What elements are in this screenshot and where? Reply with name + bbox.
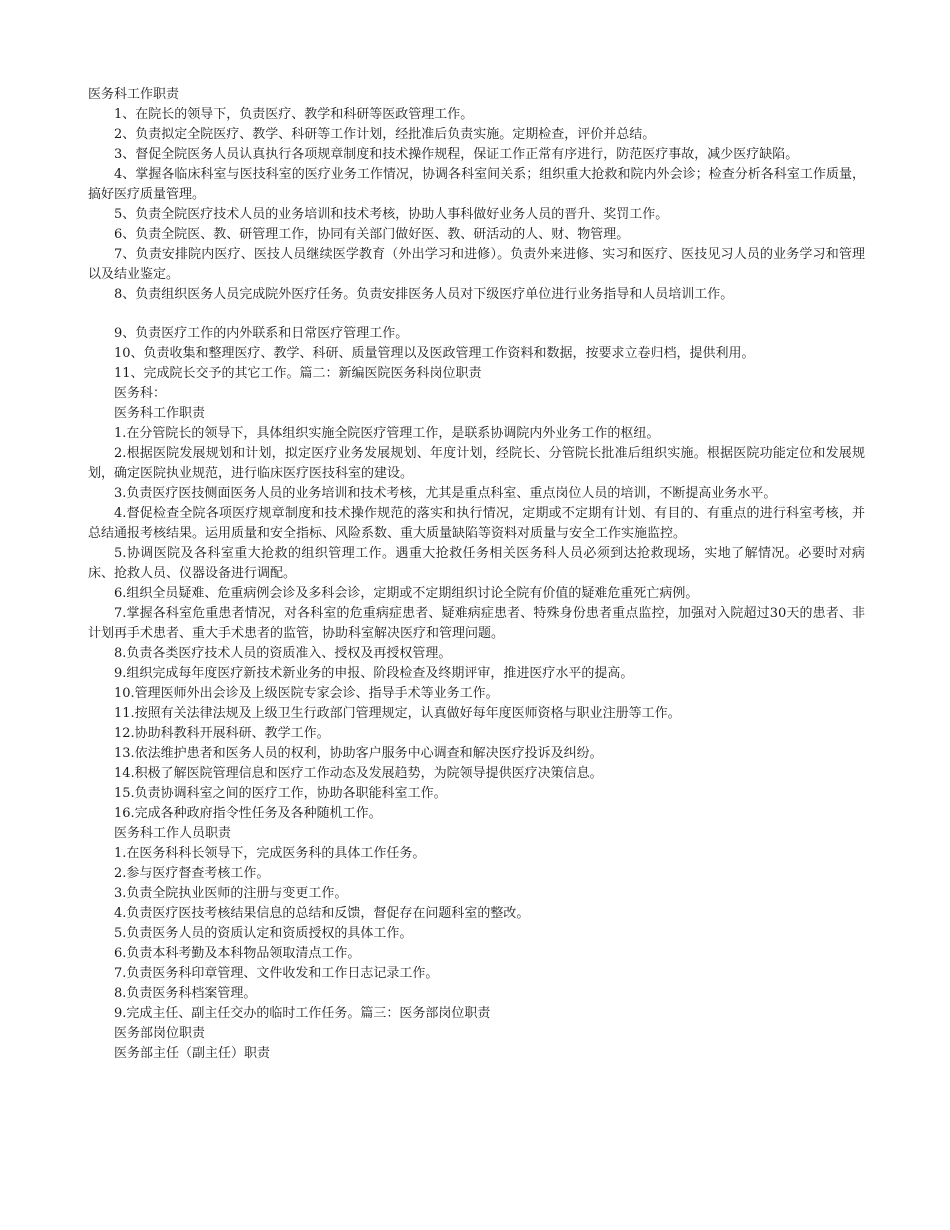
list-item: 9.完成主任、副主任交办的临时工作任务。篇三：医务部岗位职责 xyxy=(114,1006,491,1021)
list-item: 11.按照有关法律法规及上级卫生行政部门管理规定，认真做好每年度医师资格与职业注册等工作。 xyxy=(114,706,681,721)
list-item: 3、督促全院医务人员认真执行各项规章制度和技术操作规程，保证工作正常有序进行，防范医疗事故，减少医疗缺陷。 xyxy=(114,147,799,162)
list-item: 6.负责本科考勤及本科物品领取清点工作。 xyxy=(114,946,361,961)
list-item: 8、负责组织医务人员完成院外医疗任务。负责安排医务人员对下级医疗单位进行业务指导和人员培训工作。 xyxy=(114,287,734,302)
list-item: 9.组织完成每年度医疗新技术新业务的申报、阶段检查及终期评审，推进医疗水平的提高。 xyxy=(114,666,634,681)
list-item: 4.负责医疗医技考核结果信息的总结和反馈，督促存在问题科室的整改。 xyxy=(114,906,530,921)
list-item: 8.负责各类医疗技术人员的资质准入、授权及再授权管理。 xyxy=(114,646,452,661)
list-item: 14.积极了解医院管理信息和医疗工作动态及发展趋势，为院领导提供医疗决策信息。 xyxy=(114,766,603,781)
list-item: 1、在院长的领导下，负责医疗、教学和科研等医政管理工作。 xyxy=(114,107,474,122)
list-item: 7、负责安排院内医疗、医技人员继续医学教育（外出学习和进修）。负责外来进修、实习和医疗、医技见习人员的业务学习和管理以及结业鉴定。 xyxy=(88,247,865,282)
section2-list xyxy=(88,424,865,824)
list-item: 16.完成各种政府指令性任务及各种随机工作。 xyxy=(114,806,382,821)
document-title: 医务科工作职责 xyxy=(88,87,180,102)
list-item: 2、负责拟定全院医疗、教学、科研等工作计划，经批准后负责实施。定期检查，评价并总结。 xyxy=(114,127,656,142)
list-item: 5、负责全院医疗技术人员的业务培训和技术考核，协助人事科做好业务人员的晋升、奖罚工作。 xyxy=(114,207,669,222)
list-item: 10.管理医师外出会诊及上级医院专家会诊、指导手术等业务工作。 xyxy=(114,686,499,701)
blank-line xyxy=(88,305,865,324)
list-item: 15.负责协调科室之间的医疗工作，协助各职能科室工作。 xyxy=(114,786,447,801)
section-heading-duties: 医务科工作职责 xyxy=(114,406,206,421)
list-item: 1.在医务科科长领导下，完成医务科的具体工作任务。 xyxy=(114,846,426,861)
list-item: 6.组织全员疑难、危重病例会诊及多科会诊，定期或不定期组织讨论全院有价值的疑难危重死亡病例。 xyxy=(114,586,699,601)
section3-list xyxy=(88,844,865,1024)
list-item: 6、负责全院医、教、研管理工作，协同有关部门做好医、教、研活动的人、财、物管理。 xyxy=(114,227,630,242)
section-heading-director: 医务部主任（副主任）职责 xyxy=(114,1046,271,1061)
list-item: 11、完成院长交予的其它工作。篇二：新编医院医务科岗位职责 xyxy=(114,366,482,381)
list-item: 1.在分管院长的领导下，具体组织实施全院医疗管理工作，是联系协调院内外业务工作的枢纽。 xyxy=(114,426,660,441)
section1-list xyxy=(88,105,865,384)
section-heading-ministry: 医务部岗位职责 xyxy=(114,1026,206,1041)
list-item: 13.依法维护患者和医务人员的权利，协助客户服务中心调查和解决医疗投诉及纠纷。 xyxy=(114,746,603,761)
list-item: 4、掌握各临床科室与医技科室的医疗业务工作情况，协调各科室间关系；组织重大抢救和院内外会诊；检查分析各科室工作质量，搞好医疗质量管理。 xyxy=(88,167,865,202)
section-heading-staff: 医务科工作人员职责 xyxy=(114,826,232,841)
list-item: 3.负责全院执业医师的注册与变更工作。 xyxy=(114,886,348,901)
list-item: 3.负责医疗医技侧面医务人员的业务培训和技术考核，尤其是重点科室、重点岗位人员的培训，不断提高业务水平。 xyxy=(114,486,777,501)
list-item: 7.负责医务科印章管理、文件收发和工作日志记录工作。 xyxy=(114,966,439,981)
list-item: 5.负责医务人员的资质认定和资质授权的具体工作。 xyxy=(114,926,413,941)
list-item: 10、负责收集和整理医疗、教学、科研、质量管理以及医政管理工作资料和数据，按要求立卷归档，提供利用。 xyxy=(114,346,755,361)
list-item: 7.掌握各科室危重患者情况，对各科室的危重病症患者、疑难病症患者、特殊身份患者重点监控，加强对入院超过30天的患者、非计划再手术患者、重大手术患者的监管，协助科室解决医疗和管理问题。 xyxy=(88,606,865,641)
section-heading-dept: 医务科： xyxy=(114,386,167,401)
list-item: 4.督促检查全院各项医疗规章制度和技术操作规范的落实和执行情况，定期或不定期有计划、有目的、有重点的进行科室考核，并总结通报考核结果。运用质量和安全指标、风险系数、重大质量缺陷等资料对质量与安全工作实施监控。 xyxy=(88,506,865,541)
list-item: 12.协助科教科开展科研、教学工作。 xyxy=(114,726,330,741)
list-item: 5.协调医院及各科室重大抢救的组织管理工作。遇重大抢救任务相关医务科人员必须到达抢救现场，实地了解情况。必要时对病床、抢救人员、仪器设备进行调配。 xyxy=(88,546,865,581)
list-item: 2.参与医疗督查考核工作。 xyxy=(114,866,270,881)
list-item: 8.负责医务科档案管理。 xyxy=(114,986,257,1001)
list-item: 2.根据医院发展规划和计划，拟定医疗业务发展规划、年度计划，经院长、分管院长批准后组织实施。根据医院功能定位和发展规划，确定医院执业规范，进行临床医疗医技科室的建设。 xyxy=(88,446,865,481)
document-body xyxy=(88,85,865,1064)
list-item: 9、负责医疗工作的内外联系和日常医疗管理工作。 xyxy=(114,326,409,341)
